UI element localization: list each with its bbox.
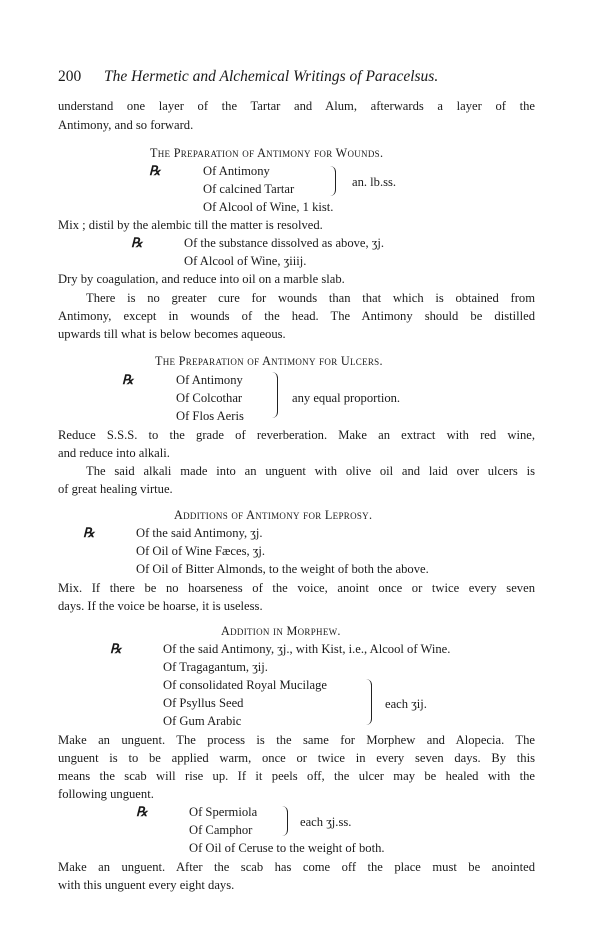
quantity: any equal proportion. <box>292 391 401 405</box>
brace <box>282 806 288 836</box>
instruction: Dry by coagulation, and reduce into oil on a marble slab. <box>58 272 345 286</box>
recipe-symbol: ℞ <box>83 525 95 540</box>
ingredient: Of Colcothar <box>176 391 243 405</box>
text-line: Reduce S.S.S. to the grade of reverberation. Make an extract with red wine, <box>58 428 535 442</box>
ingredient: Of the substance dissolved as above, ʒj. <box>184 236 385 250</box>
instruction: Mix ; distil by the alembic till the matter is resolved. <box>58 218 323 232</box>
text-line: days. If the voice be hoarse, it is useless. <box>58 599 263 613</box>
ingredient: Of consolidated Royal Mucilage <box>163 678 328 692</box>
text-line: Mix. If there be no hoarseness of the voice, anoint once or twice every seven <box>58 581 535 595</box>
brace <box>330 166 336 196</box>
ingredient: Of Flos Aeris <box>176 409 244 423</box>
section-heading: Addition in Morphew. <box>221 624 341 638</box>
ingredient: Of Gum Arabic <box>163 714 242 728</box>
running-title: The Hermetic and Alchemical Writings of Paracelsus. <box>104 68 439 85</box>
recipe-symbol: ℞ <box>131 235 143 250</box>
recipe-symbol: ℞ <box>149 163 161 178</box>
ingredient: Of Alcool of Wine, ʒiiij. <box>184 254 307 268</box>
brace <box>366 679 372 725</box>
text-line: Antimony, except in wounds of the head. The Antimony should be distilled <box>58 309 535 323</box>
ingredient: Of the said Antimony, ʒj. <box>136 526 263 540</box>
ingredient: Of Psyllus Seed <box>163 696 244 710</box>
text-line: The said alkali made into an unguent with olive oil and laid over ulcers is <box>86 464 535 478</box>
recipe-symbol: ℞ <box>136 804 148 819</box>
ingredient: Of Alcool of Wine, 1 kist. <box>203 200 334 214</box>
ingredient: Of Spermiola <box>189 805 258 819</box>
brace <box>272 372 278 418</box>
ingredient: Of Oil of Wine Fæces, ʒj. <box>136 544 266 558</box>
text-line: means the scab will rise up. If it peels off, the ulcer may be healed with the <box>58 769 535 783</box>
ingredient: Of Antimony <box>176 373 243 387</box>
recipe-symbol: ℞ <box>122 372 134 387</box>
ingredient: Of calcined Tartar <box>203 182 295 196</box>
section-heading: Additions of Antimony for Leprosy. <box>174 508 373 522</box>
section-heading: The Preparation of Antimony for Wounds. <box>150 146 384 160</box>
text-line: with this unguent every eight days. <box>58 878 235 892</box>
quantity: an. lb.ss. <box>352 175 397 189</box>
ingredient: Of Camphor <box>189 823 253 837</box>
text-line: upwards till what is below becomes aqueous. <box>58 327 286 341</box>
ingredient: Of Oil of Bitter Almonds, to the weight of both the above. <box>136 562 429 576</box>
text-line: following unguent. <box>58 787 154 801</box>
ingredient: Of the said Antimony, ʒj., with Kist, i.e., Alcool of Wine. <box>163 642 451 656</box>
text-line: There is no greater cure for wounds than that which is obtained from <box>86 291 535 305</box>
ingredient: Of Antimony <box>203 164 270 178</box>
quantity: each ʒij. <box>385 697 427 711</box>
text-line: Make an unguent. The process is the same for Morphew and Alopecia. The <box>58 733 535 747</box>
text-line: unguent is to be applied warm, once or twice in every seven days. By this <box>58 751 535 765</box>
text-line: understand one layer of the Tartar and Alum, afterwards a layer of the <box>58 99 535 113</box>
section-heading: The Preparation of Antimony for Ulcers. <box>155 354 383 368</box>
page-number: 200 <box>58 68 82 85</box>
text-line: Make an unguent. After the scab has come off the place must be anointed <box>58 860 535 874</box>
text-line: and reduce into alkali. <box>58 446 170 460</box>
ingredient: Of Tragagantum, ʒij. <box>163 660 268 674</box>
recipe-symbol: ℞ <box>110 641 122 656</box>
text-line: Antimony, and so forward. <box>58 118 194 132</box>
quantity: each ʒj.ss. <box>300 815 352 829</box>
text-line: of great healing virtue. <box>58 482 173 496</box>
ingredient: Of Oil of Ceruse to the weight of both. <box>189 841 385 855</box>
